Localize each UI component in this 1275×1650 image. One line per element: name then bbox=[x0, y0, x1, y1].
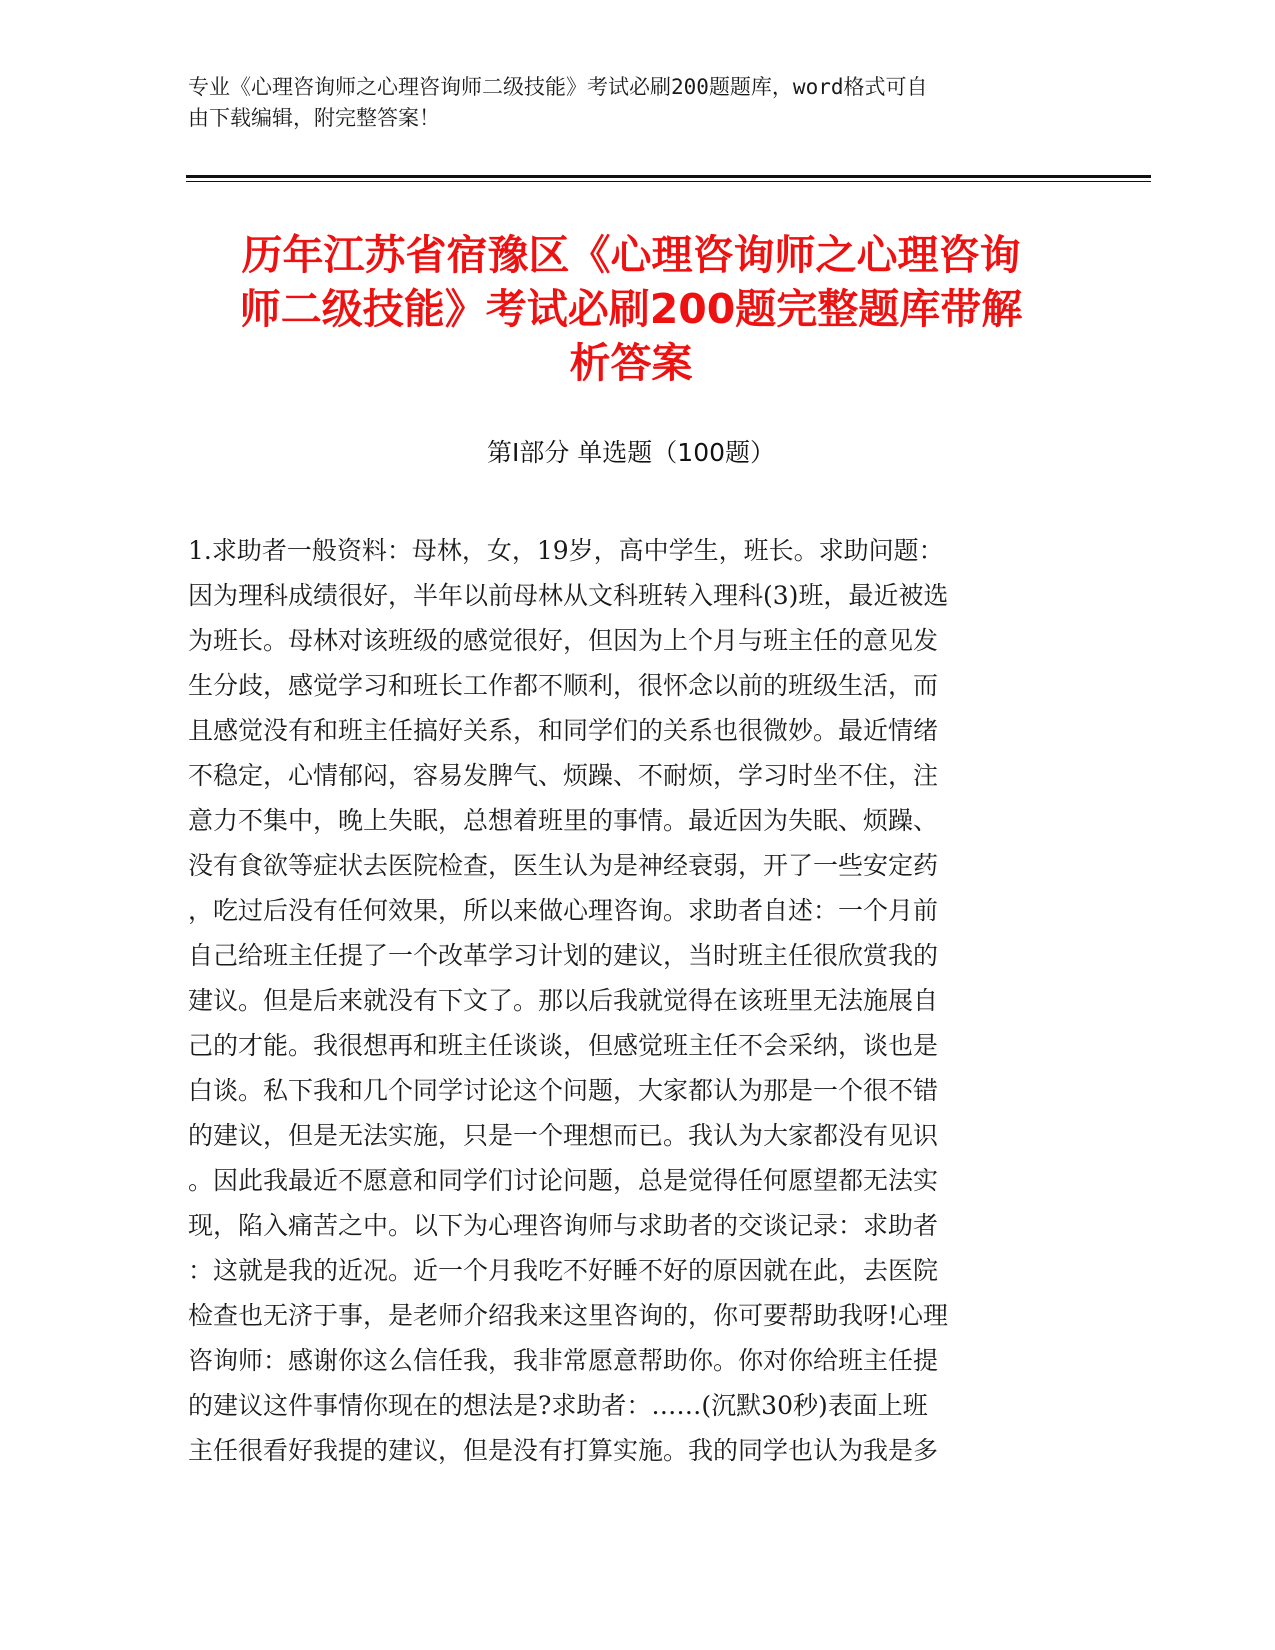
question-1-line: 自己给班主任提了一个改革学习计划的建议，当时班主任很欣赏我的 bbox=[188, 941, 939, 970]
document-title-line: 历年江苏省宿豫区《心理咨询师之心理咨询 bbox=[241, 231, 1021, 279]
question-1-line: 建议。但是后来就没有下文了。那以后我就觉得在该班里无法施展自 bbox=[188, 986, 939, 1015]
document-title-line: 师二级技能》考试必刷200题完整题库带解 bbox=[239, 285, 1023, 333]
section-heading: 第Ⅰ部分 单选题（100题） bbox=[486, 438, 776, 467]
document-title bbox=[186, 228, 1076, 390]
question-1-line: 为班长。母林对该班级的感觉很好，但因为上个月与班主任的意见发 bbox=[188, 626, 939, 655]
question-1-line: 1.求助者一般资料：母林，女，19岁，高中学生，班长。求助问题： bbox=[188, 536, 944, 565]
question-1-line: 生分歧，感觉学习和班长工作都不顺利，很怀念以前的班级生活，而 bbox=[188, 671, 939, 700]
question-1-line: 且感觉没有和班主任搞好关系，和同学们的关系也很微妙。最近情绪 bbox=[188, 716, 939, 745]
question-1-line: 检查也无济于事，是老师介绍我来这里咨询的，你可要帮助我呀!心理 bbox=[188, 1301, 949, 1330]
header-note-line: 专业《心理咨询师之心理咨询师二级技能》考试必刷200题题库，word格式可自 bbox=[188, 75, 928, 99]
question-1-line: 。因此我最近不愿意和同学们讨论问题，总是觉得任何愿望都无法实 bbox=[188, 1166, 939, 1195]
question-1-line: 己的才能。我很想再和班主任谈谈，但感觉班主任不会采纳，谈也是 bbox=[188, 1031, 939, 1060]
header-note bbox=[188, 72, 1078, 134]
question-1-line: 的建议这件事情你现在的想法是?求助者：……(沉默30秒)表面上班 bbox=[188, 1391, 928, 1420]
header-rule-thin bbox=[186, 181, 1151, 182]
header-note-line: 由下载编辑，附完整答案！ bbox=[188, 106, 440, 130]
question-1-line: 现，陷入痛苦之中。以下为心理咨询师与求助者的交谈记录：求助者 bbox=[188, 1211, 939, 1240]
question-1-line: 没有食欲等症状去医院检查，医生认为是神经衰弱，开了一些安定药 bbox=[188, 851, 939, 880]
question-1-line: 的建议，但是无法实施，只是一个理想而已。我认为大家都没有见识 bbox=[188, 1121, 939, 1150]
question-1-line: 主任很看好我提的建议，但是没有打算实施。我的同学也认为我是多 bbox=[188, 1436, 939, 1465]
question-1-line: ：这就是我的近况。近一个月我吃不好睡不好的原因就在此，去医院 bbox=[188, 1256, 939, 1285]
question-1-line: 因为理科成绩很好，半年以前母林从文科班转入理科(3)班，最近被选 bbox=[188, 581, 949, 610]
header-rule-thick bbox=[186, 175, 1151, 178]
question-1-line: 咨询师：感谢你这么信任我，我非常愿意帮助你。你对你给班主任提 bbox=[188, 1346, 939, 1375]
document-title-line: 析答案 bbox=[569, 339, 693, 387]
question-1-line: ，吃过后没有任何效果，所以来做心理咨询。求助者自述：一个月前 bbox=[188, 896, 939, 925]
question-1-line: 不稳定，心情郁闷，容易发脾气、烦躁、不耐烦，学习时坐不住，注 bbox=[188, 761, 939, 790]
question-1-line: 白谈。私下我和几个同学讨论这个问题，大家都认为那是一个很不错 bbox=[188, 1076, 939, 1105]
question-1-text bbox=[188, 528, 1058, 1473]
question-1-line: 意力不集中，晚上失眠，总想着班里的事情。最近因为失眠、烦躁、 bbox=[188, 806, 939, 835]
